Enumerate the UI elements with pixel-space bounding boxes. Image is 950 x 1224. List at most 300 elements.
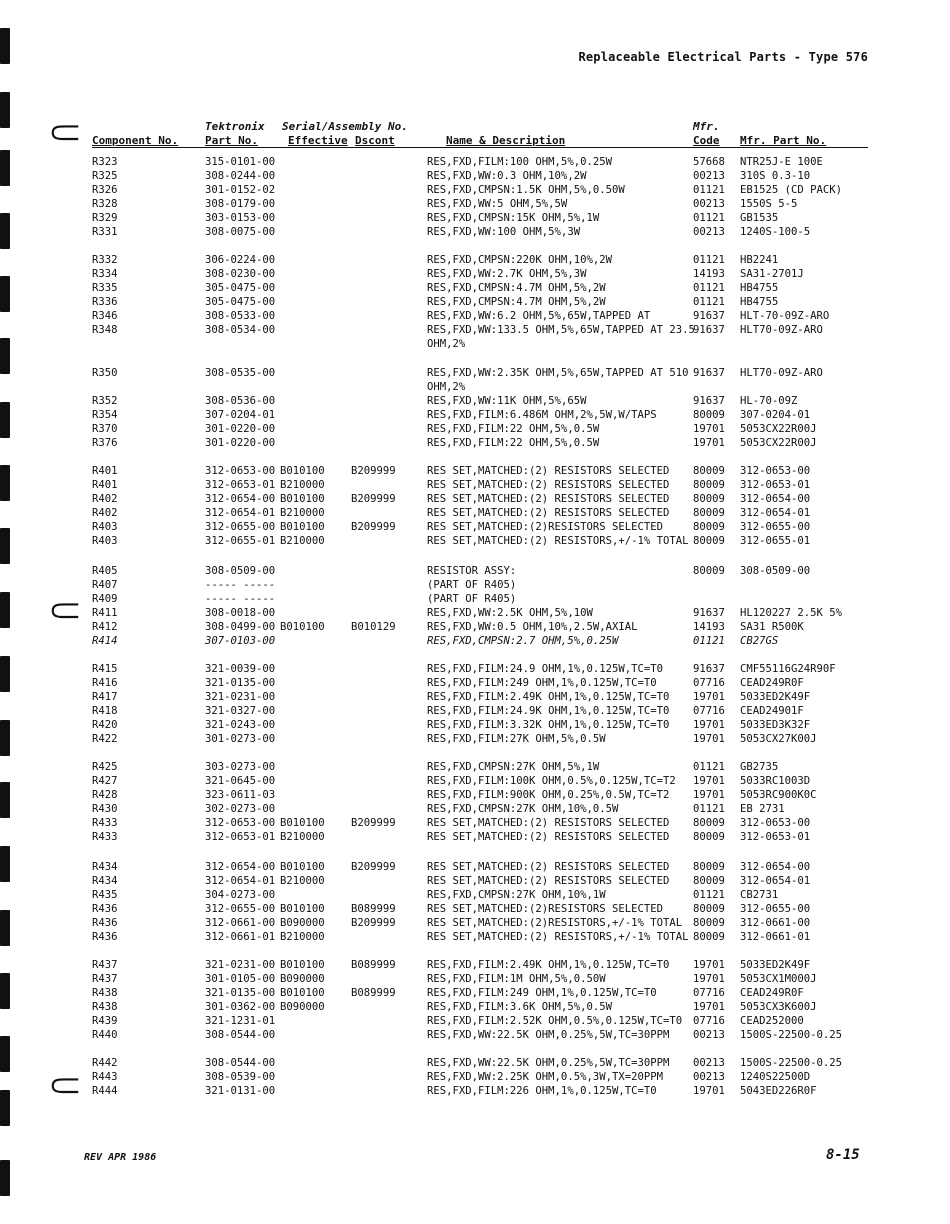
description: RES SET,MATCHED:(2) RESISTORS SELECTED	[427, 817, 670, 829]
mfr-part-no: 308-0509-00	[740, 565, 811, 577]
binder-hook-mark: ⸦	[42, 1059, 88, 1113]
part-no: 321-1231-01	[205, 1015, 276, 1027]
mfr-part-no: 5053CX27K00J	[740, 733, 817, 745]
mfr-code: 91637	[693, 395, 725, 407]
mfr-code: 19701	[693, 789, 725, 801]
serial-effective: B010100	[280, 493, 325, 505]
component-no: R436	[92, 903, 118, 915]
component-no: R416	[92, 677, 118, 689]
part-no: 321-0327-00	[205, 705, 276, 717]
mfr-code: 19701	[693, 1085, 725, 1097]
table-row	[0, 366, 950, 380]
description: RES,FXD,FILM:249 OHM,1%,0.125W,TC=T0	[427, 677, 657, 689]
mfr-code: 80009	[693, 535, 725, 547]
description: RES SET,MATCHED:(2) RESISTORS SELECTED	[427, 507, 670, 519]
mfr-code: 91637	[693, 367, 725, 379]
description: RES,FXD,CMPSN:27K OHM,5%,1W	[427, 761, 600, 773]
description: RES SET,MATCHED:(2)RESISTORS SELECTED	[427, 521, 663, 533]
table-row	[0, 1084, 950, 1098]
part-no: 312-0654-00	[205, 861, 276, 873]
mfr-code: 00213	[693, 170, 725, 182]
table-row	[0, 860, 950, 874]
part-no: 308-0075-00	[205, 226, 276, 238]
component-no: R440	[92, 1029, 118, 1041]
col-part-header: Part No.	[205, 134, 258, 147]
description: RES SET,MATCHED:(2) RESISTORS SELECTED	[427, 479, 670, 491]
component-no: R402	[92, 493, 118, 505]
mfr-code: 01121	[693, 212, 725, 224]
component-no: R354	[92, 409, 118, 421]
serial-dscont: B209999	[351, 817, 396, 829]
component-no: R411	[92, 607, 118, 619]
mfr-code: 01121	[693, 184, 725, 196]
mfr-part-no: CB27GS	[740, 635, 779, 647]
mfr-code: 80009	[693, 479, 725, 491]
serial-dscont: B209999	[351, 465, 396, 477]
description: RES,FXD,FILM:100K OHM,0.5%,0.125W,TC=T2	[427, 775, 676, 787]
description: RES,FXD,WW:0.3 OHM,10%,2W	[427, 170, 587, 182]
component-no: R402	[92, 507, 118, 519]
serial-effective: B090000	[280, 917, 325, 929]
serial-effective: B010100	[280, 465, 325, 477]
table-row	[0, 506, 950, 520]
header-rule	[92, 147, 868, 148]
description: RES,FXD,WW:22.5K OHM,0.25%,5W,TC=30PPM	[427, 1029, 670, 1041]
mfr-part-no: 5033ED2K49F	[740, 691, 811, 703]
mfr-code: 19701	[693, 775, 725, 787]
description: OHM,2%	[427, 381, 466, 393]
part-no: ----- -----	[205, 579, 276, 591]
part-no: 308-0499-00	[205, 621, 276, 633]
description: RES,FXD,WW:2.7K OHM,5%,3W	[427, 268, 587, 280]
description: RES,FXD,WW:22.5K OHM,0.25%,5W,TC=30PPM	[427, 1057, 670, 1069]
table-row	[0, 902, 950, 916]
component-no: R427	[92, 775, 118, 787]
component-no: R417	[92, 691, 118, 703]
mfr-part-no: 5043ED226R0F	[740, 1085, 817, 1097]
part-no: 303-0273-00	[205, 761, 276, 773]
part-no: 308-0018-00	[205, 607, 276, 619]
component-no: R438	[92, 1001, 118, 1013]
component-no: R415	[92, 663, 118, 675]
part-no: 301-0220-00	[205, 437, 276, 449]
mfr-part-no: 312-0653-00	[740, 817, 811, 829]
table-row	[0, 436, 950, 450]
mfr-part-no: HB4755	[740, 282, 779, 294]
table-row	[0, 676, 950, 690]
description: RES,FXD,CMPSN:4.7M OHM,5%,2W	[427, 296, 606, 308]
mfr-part-no: SA31 R500K	[740, 621, 804, 633]
mfr-code: 01121	[693, 635, 725, 647]
serial-dscont: B089999	[351, 903, 396, 915]
component-no: R434	[92, 861, 118, 873]
col-tektronix-label: Tektronix	[205, 120, 265, 133]
part-no: 312-0653-00	[205, 817, 276, 829]
serial-dscont: B209999	[351, 521, 396, 533]
mfr-code: 07716	[693, 677, 725, 689]
table-row	[0, 958, 950, 972]
table-row	[0, 464, 950, 478]
mfr-part-no: CB2731	[740, 889, 779, 901]
table-row	[0, 972, 950, 986]
serial-effective: B010100	[280, 817, 325, 829]
table-row	[0, 211, 950, 225]
col-mfr-code-header: Code	[693, 134, 720, 147]
part-no: 308-0230-00	[205, 268, 276, 280]
mfr-code: 80009	[693, 917, 725, 929]
mfr-code: 01121	[693, 254, 725, 266]
description: RES SET,MATCHED:(2) RESISTORS SELECTED	[427, 465, 670, 477]
table-row	[0, 564, 950, 578]
component-no: R437	[92, 973, 118, 985]
part-no: 308-0536-00	[205, 395, 276, 407]
serial-effective: B210000	[280, 535, 325, 547]
mfr-code: 07716	[693, 987, 725, 999]
description: RES,FXD,FILM:1M OHM,5%,0.50W	[427, 973, 606, 985]
table-row	[0, 225, 950, 239]
mfr-part-no: HB4755	[740, 296, 779, 308]
mfr-code: 01121	[693, 282, 725, 294]
mfr-code: 80009	[693, 465, 725, 477]
scan-mark	[0, 1160, 10, 1196]
part-no: 312-0653-01	[205, 479, 276, 491]
mfr-part-no: 1550S 5-5	[740, 198, 798, 210]
description: RES,FXD,FILM:24.9K OHM,1%,0.125W,TC=T0	[427, 705, 670, 717]
page-number: 8-15	[826, 1147, 860, 1163]
component-no: R428	[92, 789, 118, 801]
part-no: 303-0153-00	[205, 212, 276, 224]
part-no: 308-0533-00	[205, 310, 276, 322]
component-no: R412	[92, 621, 118, 633]
mfr-part-no: 1240S22500D	[740, 1071, 811, 1083]
part-no: 321-0039-00	[205, 663, 276, 675]
component-no: R334	[92, 268, 118, 280]
component-no: R405	[92, 565, 118, 577]
table-row	[0, 337, 950, 351]
mfr-part-no: 312-0654-00	[740, 861, 811, 873]
description: RES,FXD,WW:0.5 OHM,10%,2.5W,AXIAL	[427, 621, 638, 633]
component-no: R336	[92, 296, 118, 308]
mfr-code: 91637	[693, 324, 725, 336]
description: RES SET,MATCHED:(2)RESISTORS,+/-1% TOTAL	[427, 917, 683, 929]
serial-dscont: B010129	[351, 621, 396, 633]
description: RES,FXD,FILM:249 OHM,1%,0.125W,TC=T0	[427, 987, 657, 999]
mfr-part-no: 5053CX3K600J	[740, 1001, 817, 1013]
mfr-code: 19701	[693, 973, 725, 985]
mfr-code: 80009	[693, 861, 725, 873]
component-no: R425	[92, 761, 118, 773]
component-no: R352	[92, 395, 118, 407]
table-row	[0, 309, 950, 323]
serial-effective: B210000	[280, 831, 325, 843]
table-row	[0, 930, 950, 944]
description: RES,FXD,CMPSN:4.7M OHM,5%,2W	[427, 282, 606, 294]
description: RES,FXD,WW:11K OHM,5%,65W	[427, 395, 587, 407]
part-no: 321-0231-00	[205, 959, 276, 971]
mfr-part-no: HB2241	[740, 254, 779, 266]
mfr-part-no: 5033RC1003D	[740, 775, 811, 787]
revision-date: REV APR 1986	[84, 1152, 157, 1163]
mfr-code: 57668	[693, 156, 725, 168]
mfr-part-no: 312-0655-01	[740, 535, 811, 547]
table-row	[0, 323, 950, 337]
serial-effective: B210000	[280, 479, 325, 491]
mfr-code: 01121	[693, 761, 725, 773]
component-no: R433	[92, 831, 118, 843]
mfr-code: 80009	[693, 931, 725, 943]
part-no: 321-0131-00	[205, 1085, 276, 1097]
part-no: 308-0539-00	[205, 1071, 276, 1083]
mfr-part-no: 5053CX1M000J	[740, 973, 817, 985]
part-no: 301-0273-00	[205, 733, 276, 745]
mfr-part-no: EB1525 (CD PACK)	[740, 184, 843, 196]
mfr-part-no: 310S 0.3-10	[740, 170, 811, 182]
mfr-code: 80009	[693, 565, 725, 577]
mfr-part-no: EB 2731	[740, 803, 785, 815]
table-row	[0, 281, 950, 295]
mfr-part-no: HLT-70-09Z-ARO	[740, 310, 830, 322]
scan-mark	[0, 28, 10, 64]
part-no: 305-0475-00	[205, 296, 276, 308]
serial-effective: B010100	[280, 987, 325, 999]
component-no: R401	[92, 479, 118, 491]
table-row	[0, 478, 950, 492]
serial-effective: B210000	[280, 875, 325, 887]
table-row	[0, 422, 950, 436]
col-effective-header: Effective	[288, 134, 348, 147]
component-no: R348	[92, 324, 118, 336]
mfr-part-no: HL-70-09Z	[740, 395, 798, 407]
component-no: R329	[92, 212, 118, 224]
mfr-code: 19701	[693, 959, 725, 971]
description: RES,FXD,WW:5 OHM,5%,5W	[427, 198, 568, 210]
serial-effective: B010100	[280, 959, 325, 971]
table-row	[0, 634, 950, 648]
mfr-code: 19701	[693, 733, 725, 745]
table-row	[0, 155, 950, 169]
mfr-code: 91637	[693, 607, 725, 619]
mfr-code: 19701	[693, 1001, 725, 1013]
description: RES,FXD,CMPSN:15K OHM,5%,1W	[427, 212, 600, 224]
mfr-code: 80009	[693, 493, 725, 505]
part-no: 302-0273-00	[205, 803, 276, 815]
scan-mark	[0, 92, 10, 128]
component-no: R350	[92, 367, 118, 379]
serial-dscont: B089999	[351, 987, 396, 999]
part-no: 312-0661-00	[205, 917, 276, 929]
description: RES,FXD,CMPSN:2.7 OHM,5%,0.25W	[427, 635, 619, 647]
mfr-part-no: CEAD249R0F	[740, 677, 804, 689]
mfr-part-no: 312-0653-00	[740, 465, 811, 477]
component-no: R376	[92, 437, 118, 449]
table-row	[0, 760, 950, 774]
description: RES,FXD,WW:133.5 OHM,5%,65W,TAPPED AT 23.5	[427, 324, 695, 336]
part-no: 308-0509-00	[205, 565, 276, 577]
binder-hook-mark: ⸦	[42, 106, 88, 160]
col-name-header: Name & Description	[446, 134, 566, 147]
table-row	[0, 197, 950, 211]
serial-effective: B090000	[280, 973, 325, 985]
part-no: 312-0654-00	[205, 493, 276, 505]
part-no: 307-0204-01	[205, 409, 276, 421]
part-no: 312-0654-01	[205, 875, 276, 887]
part-no: 307-0103-00	[205, 635, 276, 647]
mfr-code: 91637	[693, 310, 725, 322]
mfr-part-no: 1500S-22500-0.25	[740, 1057, 843, 1069]
mfr-part-no: CEAD249R0F	[740, 987, 804, 999]
component-no: R326	[92, 184, 118, 196]
description: RES,FXD,FILM:22 OHM,5%,0.5W	[427, 423, 600, 435]
col-mfr-part-header: Mfr. Part No.	[740, 134, 827, 147]
serial-dscont: B209999	[351, 917, 396, 929]
component-no: R439	[92, 1015, 118, 1027]
part-no: 312-0655-00	[205, 521, 276, 533]
table-row	[0, 986, 950, 1000]
mfr-part-no: 312-0654-01	[740, 507, 811, 519]
description: RES,FXD,CMPSN:27K OHM,10%,1W	[427, 889, 606, 901]
table-row	[0, 606, 950, 620]
mfr-part-no: 1500S-22500-0.25	[740, 1029, 843, 1041]
description: RES SET,MATCHED:(2) RESISTORS SELECTED	[427, 493, 670, 505]
mfr-code: 07716	[693, 1015, 725, 1027]
description: RES,FXD,FILM:24.9 OHM,1%,0.125W,TC=T0	[427, 663, 663, 675]
mfr-code: 80009	[693, 817, 725, 829]
description: RESISTOR ASSY:	[427, 565, 517, 577]
mfr-code: 80009	[693, 903, 725, 915]
mfr-part-no: 312-0654-00	[740, 493, 811, 505]
mfr-part-no: 312-0653-01	[740, 479, 811, 491]
mfr-part-no: 312-0654-01	[740, 875, 811, 887]
mfr-part-no: 1240S-100-5	[740, 226, 811, 238]
table-row	[0, 802, 950, 816]
description: RES,FXD,FILM:2.49K OHM,1%,0.125W,TC=T0	[427, 691, 670, 703]
table-row	[0, 578, 950, 592]
description: RES SET,MATCHED:(2) RESISTORS SELECTED	[427, 831, 670, 843]
part-no: 312-0661-01	[205, 931, 276, 943]
table-row	[0, 492, 950, 506]
part-no: 312-0655-00	[205, 903, 276, 915]
part-no: 315-0101-00	[205, 156, 276, 168]
mfr-part-no: 5033ED2K49F	[740, 959, 811, 971]
component-no: R409	[92, 593, 118, 605]
component-no: R433	[92, 817, 118, 829]
description: RES,FXD,FILM:100 OHM,5%,0.25W	[427, 156, 612, 168]
col-serial-label: Serial/Assembly No.	[282, 120, 408, 133]
mfr-code: 91637	[693, 663, 725, 675]
part-no: 323-0611-03	[205, 789, 276, 801]
description: RES,FXD,FILM:27K OHM,5%,0.5W	[427, 733, 606, 745]
component-no: R437	[92, 959, 118, 971]
description: RES,FXD,FILM:2.52K OHM,0.5%,0.125W,TC=T0	[427, 1015, 683, 1027]
mfr-code: 00213	[693, 1057, 725, 1069]
mfr-code: 00213	[693, 226, 725, 238]
table-row	[0, 704, 950, 718]
part-no: 301-0220-00	[205, 423, 276, 435]
part-no: 306-0224-00	[205, 254, 276, 266]
part-no: 321-0243-00	[205, 719, 276, 731]
description: RES,FXD,WW:6.2 OHM,5%,65W,TAPPED AT	[427, 310, 651, 322]
binder-hook-mark: ⸦	[42, 584, 88, 638]
table-row	[0, 1000, 950, 1014]
table-row	[0, 520, 950, 534]
description: RES,FXD,CMPSN:1.5K OHM,5%,0.50W	[427, 184, 625, 196]
part-no: 308-0535-00	[205, 367, 276, 379]
component-no: R331	[92, 226, 118, 238]
description: OHM,2%	[427, 338, 466, 350]
description: RES SET,MATCHED:(2) RESISTORS SELECTED	[427, 875, 670, 887]
part-no: 301-0152-02	[205, 184, 276, 196]
part-no: 304-0273-00	[205, 889, 276, 901]
mfr-code: 01121	[693, 889, 725, 901]
part-no: 308-0534-00	[205, 324, 276, 336]
mfr-part-no: GB1535	[740, 212, 779, 224]
mfr-part-no: 5053CX22R00J	[740, 423, 817, 435]
component-no: R418	[92, 705, 118, 717]
mfr-part-no: GB2735	[740, 761, 779, 773]
mfr-code: 80009	[693, 831, 725, 843]
table-row	[0, 408, 950, 422]
mfr-code: 01121	[693, 803, 725, 815]
description: RES SET,MATCHED:(2)RESISTORS SELECTED	[427, 903, 663, 915]
mfr-part-no: NTR25J-E 100E	[740, 156, 823, 168]
mfr-part-no: 307-0204-01	[740, 409, 811, 421]
component-no: R420	[92, 719, 118, 731]
mfr-part-no: SA31-2701J	[740, 268, 804, 280]
mfr-part-no: 312-0655-00	[740, 521, 811, 533]
part-no: 308-0179-00	[205, 198, 276, 210]
mfr-part-no: CEAD24901F	[740, 705, 804, 717]
table-row	[0, 662, 950, 676]
part-no: 301-0105-00	[205, 973, 276, 985]
mfr-code: 01121	[693, 296, 725, 308]
component-no: R407	[92, 579, 118, 591]
description: RES,FXD,FILM:2.49K OHM,1%,0.125W,TC=T0	[427, 959, 670, 971]
serial-effective: B010100	[280, 621, 325, 633]
component-no: R422	[92, 733, 118, 745]
mfr-part-no: 312-0655-00	[740, 903, 811, 915]
mfr-part-no: 312-0653-01	[740, 831, 811, 843]
part-no: ----- -----	[205, 593, 276, 605]
description: (PART OF R405)	[427, 593, 517, 605]
mfr-code: 19701	[693, 719, 725, 731]
description: RES,FXD,FILM:6.486M OHM,2%,5W,W/TAPS	[427, 409, 657, 421]
mfr-part-no: 5053CX22R00J	[740, 437, 817, 449]
col-mfr-label: Mfr.	[693, 120, 720, 133]
mfr-code: 80009	[693, 521, 725, 533]
serial-effective: B210000	[280, 507, 325, 519]
table-row	[0, 732, 950, 746]
part-no: 312-0654-01	[205, 507, 276, 519]
serial-dscont: B089999	[351, 959, 396, 971]
description: RES SET,MATCHED:(2) RESISTORS,+/-1% TOTAL	[427, 535, 689, 547]
part-no: 312-0653-01	[205, 831, 276, 843]
table-row	[0, 874, 950, 888]
serial-effective: B090000	[280, 1001, 325, 1013]
component-no: R403	[92, 521, 118, 533]
table-row	[0, 253, 950, 267]
component-no: R323	[92, 156, 118, 168]
component-no: R403	[92, 535, 118, 547]
component-no: R414	[92, 635, 118, 647]
mfr-part-no: HLT70-09Z-ARO	[740, 324, 823, 336]
part-no: 301-0362-00	[205, 1001, 276, 1013]
table-row	[0, 394, 950, 408]
part-no: 308-0244-00	[205, 170, 276, 182]
table-row	[0, 1056, 950, 1070]
component-no: R370	[92, 423, 118, 435]
part-no: 308-0544-00	[205, 1057, 276, 1069]
mfr-code: 80009	[693, 409, 725, 421]
